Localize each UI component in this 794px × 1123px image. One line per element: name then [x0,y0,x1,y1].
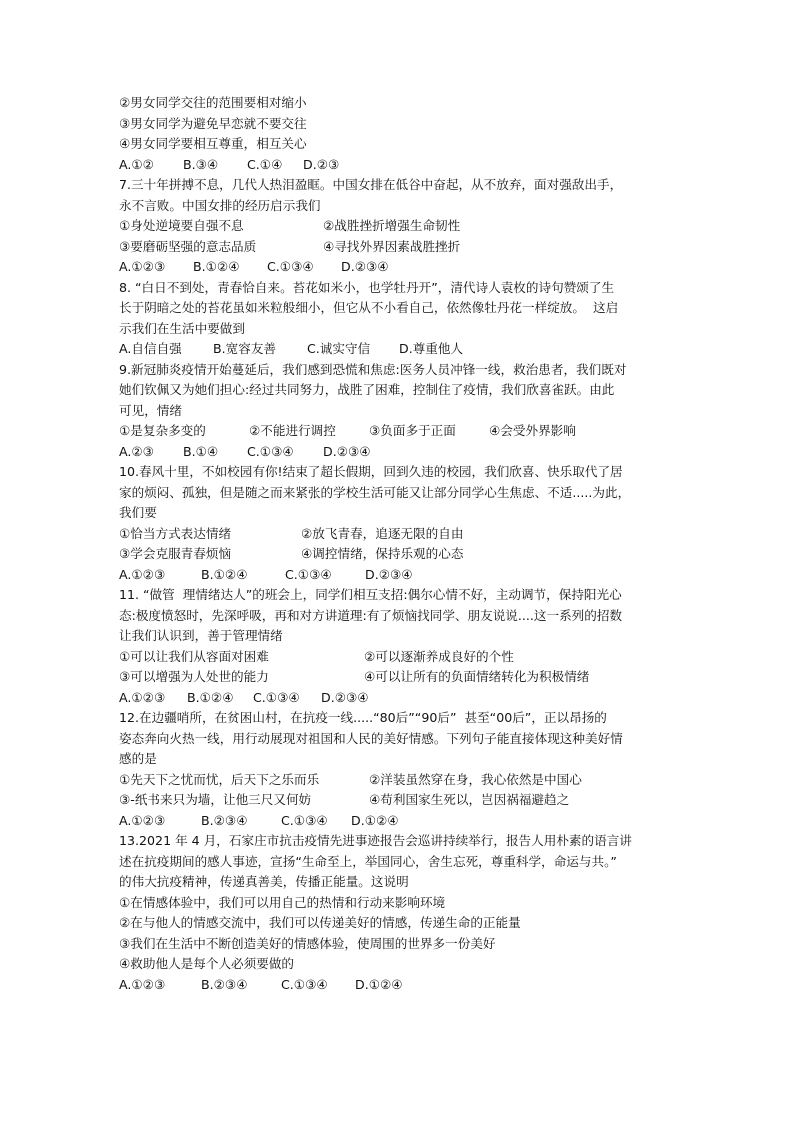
q13-options [119,975,679,996]
q6-option-a[interactable]: A.①② [119,156,154,172]
q9-options [119,442,679,463]
q11-option-d[interactable]: D.②③④ [321,689,369,705]
q10-option-c[interactable]: C.①③④ [285,566,332,582]
question-8 [119,278,679,360]
q8-stem-line-1: 8. “白日不到处，青春恰自来。苔花如米小，也学牡丹开”，清代诗人袁枚的诗句赞颂了生 [119,279,615,295]
q12-options [119,811,679,832]
q7-item-1: ①身处逆境要自强不息 [119,218,244,233]
q13-option-a[interactable]: A.①②③ [119,976,166,992]
q7-items-row-1 [119,216,679,237]
q11-option-a[interactable]: A.①②③ [119,689,166,705]
q8-option-c[interactable]: C.诚实守信 [307,341,371,356]
q10-option-a[interactable]: A.①②③ [119,566,166,582]
q9-option-a[interactable]: A.②③ [119,443,154,459]
q11-item-3: ③可以增强为人处世的能力 [119,669,269,684]
q12-option-b[interactable]: B.②③④ [201,812,248,828]
q7-item-3: ③要磨砺坚强的意志品质 [119,238,257,254]
q9-items [119,421,679,442]
q7-option-b[interactable]: B.①②④ [193,259,240,274]
q7-option-a[interactable]: A.①②③ [119,259,166,274]
q8-option-d[interactable]: D.尊重他人 [399,341,464,356]
question-11 [119,585,679,708]
q12-option-c[interactable]: C.①③④ [281,812,328,828]
q11-option-c[interactable]: C.①③④ [253,689,300,705]
q12-stem-line-3: 感的是 [119,751,157,766]
q13-option-d[interactable]: D.①②④ [355,976,403,992]
q7-option-d[interactable]: D.②③④ [341,259,389,274]
q8-stem-line-3: 示我们在生活中要做到 [119,320,245,336]
q13-option-c[interactable]: C.①③④ [281,976,328,992]
q13-item-4: ④救助他人是每个人必须要做的 [119,956,295,971]
q12-option-d[interactable]: D.①②④ [351,812,399,828]
q8-options [119,339,679,360]
question-10 [119,462,679,585]
q9-item-3: ③负面多于正面 [369,423,456,438]
q13-stem-line-3: 的伟大抗疫精神，传递真善美，传播正能量。这说明 [119,874,409,889]
q10-item-4: ④调控情绪，保持乐观的心态 [301,546,464,561]
q12-option-a[interactable]: A.①②③ [119,812,166,828]
question-6-tail [119,93,679,175]
q8-stem-line-2: 长于阴暗之处的苔花虽如米粒般细小，但它从不小看自己，依然像牡丹花一样绽放。 这启 [119,300,619,315]
q10-item-1: ①恰当方式表达情绪 [119,525,232,541]
q6-options [119,155,679,176]
q7-item-2: ②战胜挫折增强生命韧性 [323,218,461,233]
q6-option-c[interactable]: C.①④ [247,156,283,172]
q12-item-4: ④苟利国家生死以，岂因祸福避趋之 [369,792,570,807]
q11-item-4: ④可以让所有的负面情绪转化为积极情绪 [364,669,590,684]
q9-item-1: ①是复杂多变的 [119,423,206,438]
q13-option-b[interactable]: B.②③④ [201,976,248,992]
q10-stem-line-1: 10.春风十里，不如校园有你!结束了超长假期，回到久违的校园，我们欣喜、快乐取代了居 [119,464,623,479]
q10-item-3: ③学会克服青春烦恼 [119,546,232,561]
q11-item-2: ②可以逐渐养成良好的个性 [364,648,514,664]
q10-items-row-1 [119,524,679,545]
q6-option-d[interactable]: D.②③ [303,156,340,172]
q11-item-1: ①可以让我们从容面对困难 [119,648,269,664]
q7-stem-line-1: 7.三十年拼搏不息，几代人热泪盈眶。中国女排在低谷中奋起，从不放弃，面对强敌出手， [119,177,623,192]
q12-item-3: ③-纸书来只为墙，让他三尺又何妨 [119,792,312,807]
q6-option-b[interactable]: B.③④ [183,156,219,172]
q7-stem-line-2: 永不言败。中国女排的经历启示我们 [119,197,321,213]
q9-item-4: ④会受外界影响 [489,423,576,438]
q13-item-2: ②在与他人的情感交流中，我们可以传递美好的情感，传递生命的正能量 [119,915,521,930]
question-13 [119,831,679,995]
q10-stem-line-2: 家的烦闷、孤独，但是随之而来紧张的学校生活可能又让部分同学心生焦虑、不适.....为此， [119,484,631,500]
q10-item-2: ②放飞青春，追逐无限的自由 [301,525,464,541]
q11-stem-line-2: 态:极度愤怒时，先深呼吸，再和对方讲道理:有了烦恼找同学、朋友说说....这一系列的招数 [119,607,623,623]
q8-option-b[interactable]: B.宽容友善 [213,341,277,356]
q11-items-row-1 [119,647,679,668]
q9-item-2: ②不能进行调控 [249,423,336,438]
question-12 [119,708,679,831]
q13-item-3: ③我们在生活中不断创造美好的情感体验，使周围的世界多一份美好 [119,935,496,951]
q11-items-row-2 [119,667,679,688]
q11-stem-line-1: 11. “做管 理情绪达人”的班会上，同学们相互支招:偶尔心情不好，主动调节，保持阳光心 [119,587,622,602]
q12-item-1: ①先天下之忧而忧，后天下之乐而乐 [119,771,320,787]
q13-item-1: ①在情感体验中，我们可以用自己的热情和行动来影响环境 [119,894,446,910]
q10-option-d[interactable]: D.②③④ [365,566,413,582]
q10-option-b[interactable]: B.①②④ [201,566,248,582]
q7-item-4: ④寻找外界因素战胜挫折 [323,238,461,254]
q13-stem-line-2: 述在抗疫期间的感人事迹，宣扬“生命至上，举国同心，舍生忘死，尊重科学，命运与共。” [119,853,617,869]
q7-option-c[interactable]: C.①③④ [267,259,314,274]
q10-stem-line-3: 我们要 [119,505,157,520]
q11-options [119,688,679,709]
q9-option-b[interactable]: B.①④ [183,443,219,459]
q9-option-c[interactable]: C.①③④ [247,443,294,459]
q6-item-2: ②男女同学交往的范围要相对缩小 [119,95,307,110]
q12-items-row-2 [119,790,679,811]
q11-option-b[interactable]: B.①②④ [187,689,234,705]
exam-page [119,93,679,995]
q12-item-2: ②洋装虽然穿在身，我心依然是中国心 [369,771,582,787]
q7-options [119,257,679,278]
q11-stem-line-3: 让我们认识到，善于管理情绪 [119,628,283,643]
q9-stem-line-3: 可见，情绪 [119,402,182,418]
q8-option-a[interactable]: A.自信自强 [119,341,182,356]
q7-items-row-2 [119,237,679,258]
q10-items-row-2 [119,544,679,565]
q9-option-d[interactable]: D.②③④ [323,443,371,459]
q12-stem-line-2: 姿态奔向火热一线，用行动展现对祖国和人民的美好情感。下列句子能直接体现这种美好情 [119,730,623,746]
q9-stem-line-2: 她们钦佩又为她们担心:经过共同努力，战胜了困难，控制住了疫情，我们欣喜雀跃。由此 [119,382,615,397]
question-7 [119,175,679,278]
q13-stem-line-1: 13.2021 年 4 月，石家庄市抗击疫情先进事迹报告会巡讲持续举行，报告人用朴素的语言讲 [119,833,632,848]
q9-stem-line-1: 9.新冠肺炎疫情开始蔓延后，我们感到恐慌和焦虑:医务人员冲锋一线，救治患者，我们既对 [119,361,627,377]
q6-item-3: ③男女同学为避免早恋就不要交往 [119,115,307,131]
q12-items-row-1 [119,770,679,791]
q6-item-4: ④男女同学要相互尊重，相互关心 [119,136,307,151]
question-9 [119,360,679,463]
q12-stem-line-1: 12.在边疆哨所，在贫困山村，在抗疫一线.....“80后”“90后” 甚至“00后”，正以昂扬的 [119,710,607,725]
q10-options [119,565,679,586]
